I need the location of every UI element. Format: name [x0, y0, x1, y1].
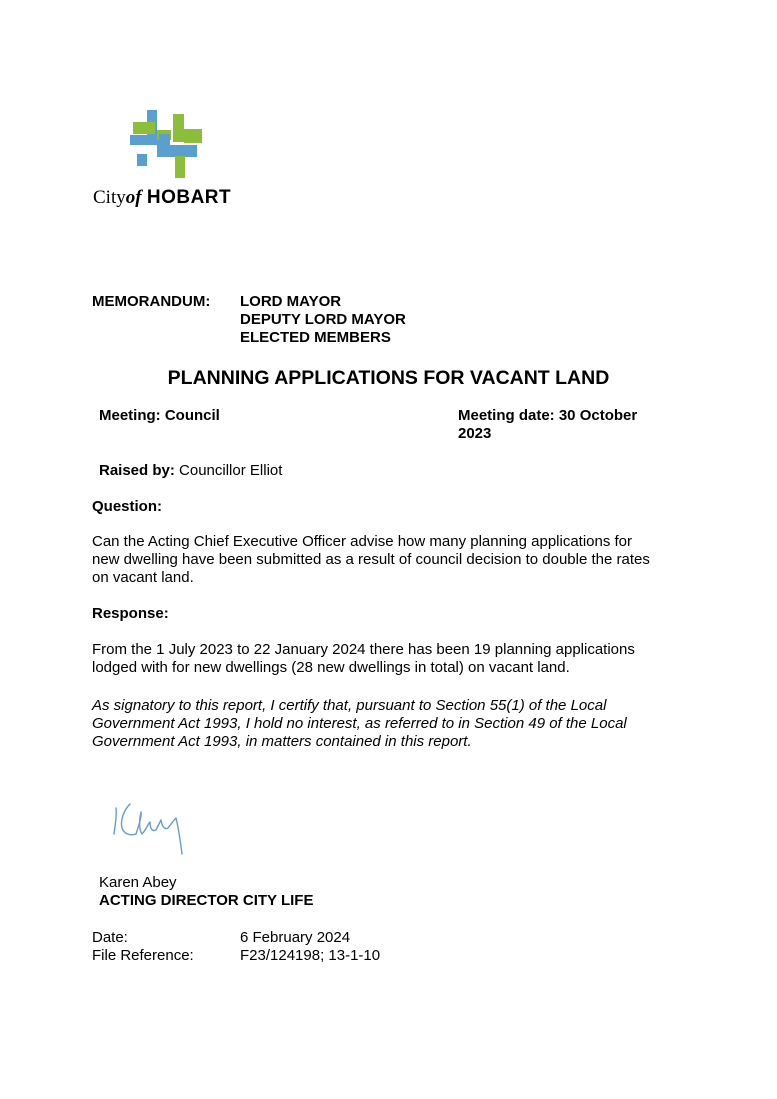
- meeting-type: Meeting: Council: [99, 407, 220, 424]
- signer-title: ACTING DIRECTOR CITY LIFE: [99, 892, 314, 909]
- certification-statement: As signatory to this report, I certify that, pursuant to Section 55(1) of the Local Government Act 1993, I hold no interest, as referred to in Section 49 of the Local Government Act 1993, in matters contained in this report.: [92, 697, 627, 750]
- logo-wordmark: Cityof HOBART: [93, 187, 232, 208]
- question-heading: Question:: [92, 498, 162, 515]
- meeting-date: Meeting date: 30 October 2023: [458, 407, 638, 442]
- signer-block: [99, 874, 313, 910]
- date-row: Date: 6 February 2024: [92, 929, 351, 946]
- response-heading: Response:: [92, 605, 169, 622]
- document-meta: [92, 929, 380, 965]
- signature-icon: [108, 800, 190, 858]
- recipient-lord-mayor: LORD MAYOR: [240, 293, 342, 310]
- raised-by: Raised by: Councillor Elliot: [99, 462, 283, 479]
- memo-recipients: [240, 293, 406, 347]
- file-reference-row: File Reference: F23/124198; 13-1-10: [92, 947, 381, 964]
- page-title: PLANNING APPLICATIONS FOR VACANT LAND: [167, 367, 610, 389]
- recipient-deputy-lord-mayor: DEPUTY LORD MAYOR: [240, 311, 406, 328]
- signer-name: Karen Abey: [99, 874, 177, 891]
- response-body: From the 1 July 2023 to 22 January 2024 there has been 19 planning applications lodged with for new dwellings (28 new dwellings in total) on vacant land.: [92, 641, 635, 676]
- city-of-hobart-logo-icon: [128, 110, 204, 180]
- recipient-elected-members: ELECTED MEMBERS: [240, 329, 391, 346]
- question-body: Can the Acting Chief Executive Officer advise how many planning applications for new dwelling have been submitted as a result of council decision to double the rates on vacant land.: [92, 533, 650, 586]
- memo-label: MEMORANDUM:: [92, 293, 211, 310]
